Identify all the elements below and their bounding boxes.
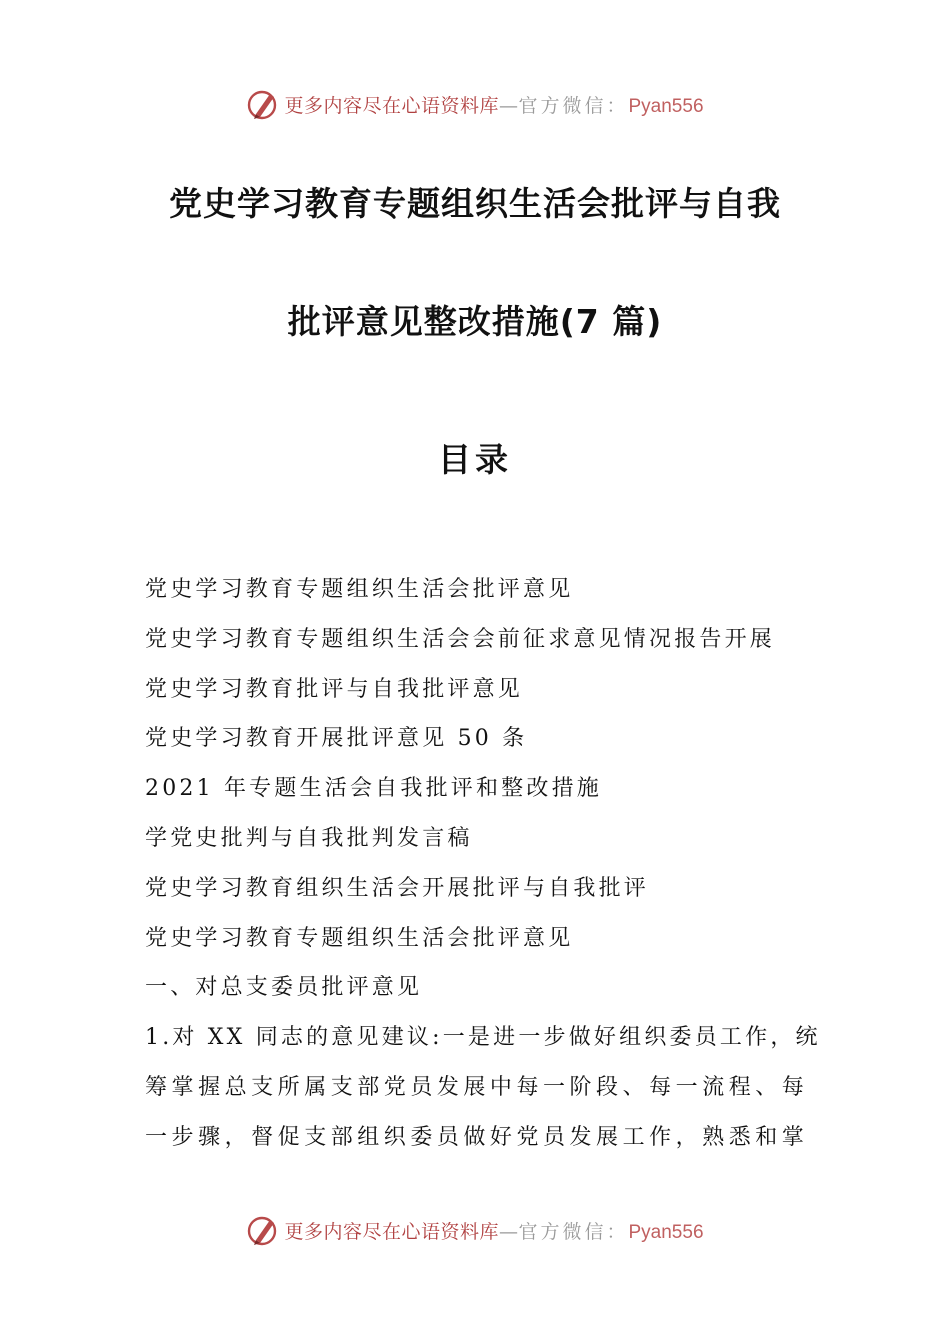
pen-logo-icon: [246, 87, 280, 121]
watermark-wechat-id: Pyan556: [628, 95, 704, 117]
watermark-wechat-label: 官方微信：: [518, 94, 629, 117]
article-title: 党史学习教育专题组织生活会批评意见: [145, 925, 574, 951]
toc-item: 学党史批判与自我批判发言稿: [145, 825, 473, 851]
watermark-dash: —: [498, 1220, 519, 1243]
watermark-wechat-id: Pyan556: [628, 1221, 704, 1243]
document-title-line-1: 党史学习教育专题组织生活会批评与自我: [169, 184, 781, 223]
watermark-prefix: 更多内容尽在心语资料库: [284, 1220, 499, 1243]
watermark-dash: —: [498, 94, 519, 117]
watermark-prefix: 更多内容尽在心语资料库: [284, 94, 499, 117]
document-body: [145, 565, 821, 1163]
toc-item: 党史学习教育组织生活会开展批评与自我批评: [145, 875, 650, 901]
paragraph-line: 一步骤，督促支部组织委员做好党员发展工作，熟悉和掌: [145, 1124, 807, 1150]
toc-heading: 目录: [438, 440, 512, 479]
toc-item: 党史学习教育专题组织生活会批评意见: [145, 577, 574, 602]
paragraph-line: 1.对 XX 同志的意见建议:一是进一步做好组织委员工作，统: [145, 1025, 821, 1051]
toc-item: 党史学习教育批评与自我批评意见: [145, 676, 524, 702]
section-heading: 一、对总支委员批评意见: [145, 975, 423, 1001]
toc-item: 2021 年专题生活会自我批评和整改措施: [145, 776, 602, 802]
pen-logo-icon: [246, 1213, 280, 1247]
watermark-text: [284, 91, 703, 118]
toc-item: 党史学习教育开展批评意见 50 条: [145, 726, 528, 752]
watermark-text: [284, 1217, 703, 1244]
watermark-footer: [0, 1210, 950, 1250]
paragraph-line: 筹掌握总支所属支部党员发展中每一阶段、每一流程、每: [145, 1074, 807, 1100]
toc-item: 党史学习教育专题组织生活会会前征求意见情况报告开展: [145, 626, 776, 652]
document-title-line-2: 批评意见整改措施(7 篇): [287, 302, 663, 341]
watermark-header: [0, 84, 950, 124]
watermark-wechat-label: 官方微信：: [518, 1220, 629, 1243]
